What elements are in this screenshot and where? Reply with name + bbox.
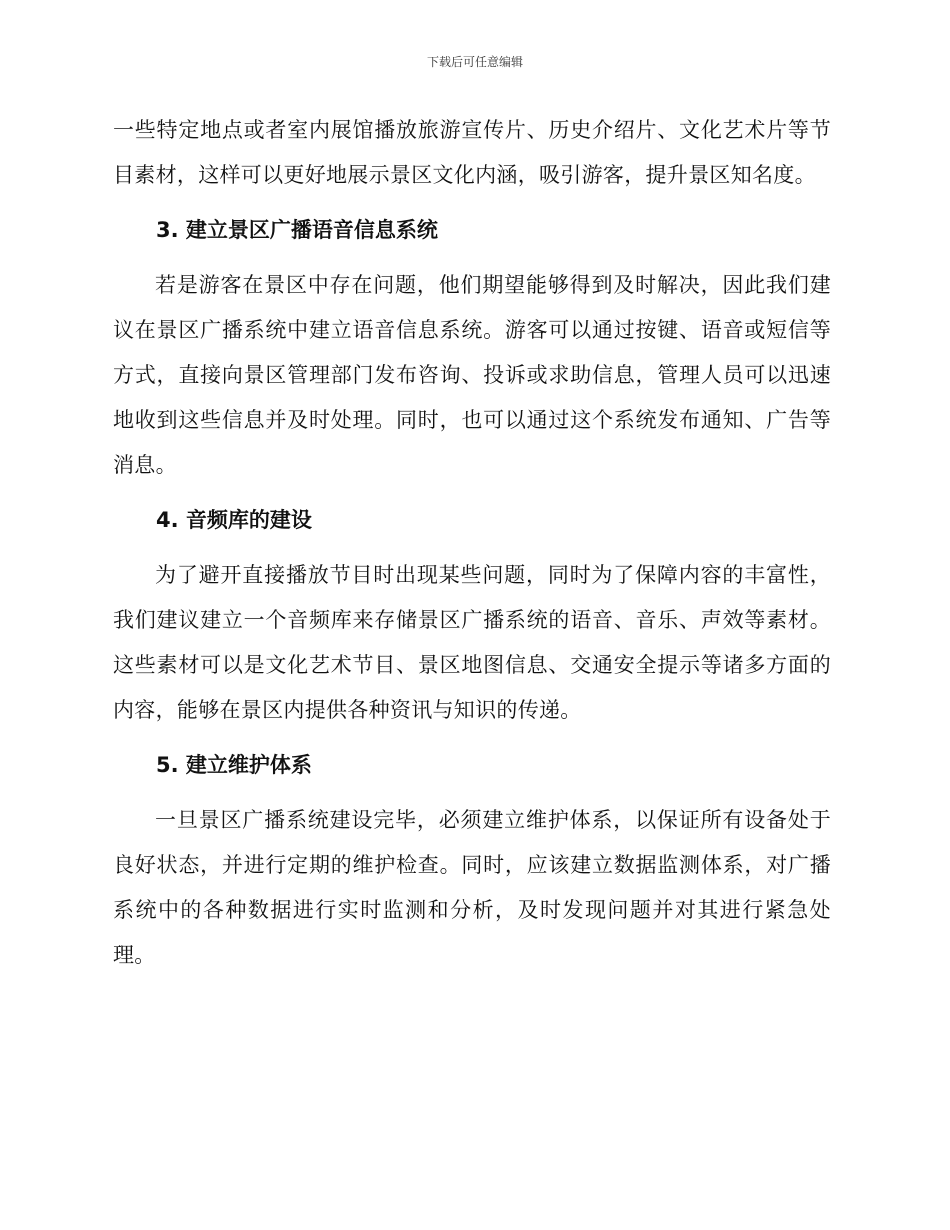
paragraph-audio-library: 为了避开直接播放节目时出现某些问题，同时为了保障内容的丰富性，我们建议建立一个音频库来存储景区广播系统的语音、音乐、声效等素材。这些素材可以是文化艺术节目、景区地图信息、交通安全提示等诸多方面的内容，能够在景区内提供各种资讯与知识的传递。 <box>113 563 831 722</box>
paragraph-voice-system: 若是游客在景区中存在问题，他们期望能够得到及时解决，因此我们建议在景区广播系统中建立语音信息系统。游客可以通过按键、语音或短信等方式，直接向景区管理部门发布咨询、投诉或求助信息，管理人员可以迅速地收到这些信息并及时处理。同时，也可以通过这个系统发布通知、广告等消息。 <box>113 273 831 477</box>
header-note: 下载后可任意编辑 <box>426 55 523 69</box>
paragraph-intro: 一些特定地点或者室内展馆播放旅游宣传片、历史介绍片、文化艺术片等节目素材，这样可以更好地展示景区文化内涵，吸引游客，提升景区知名度。 <box>113 118 831 187</box>
paragraph-maintenance: 一旦景区广播系统建设完毕，必须建立维护体系，以保证所有设备处于良好状态，并进行定期的维护检查。同时，应该建立数据监测体系，对广播系统中的各种数据进行实时监测和分析，及时发现问题并对其进行紧急处理。 <box>113 808 831 967</box>
section-heading-5: 5. 建立维护体系 <box>156 753 312 777</box>
section-heading-3: 3. 建立景区广播语音信息系统 <box>156 218 438 242</box>
document-body <box>113 108 831 978</box>
section-heading-4: 4. 音频库的建设 <box>156 508 312 532</box>
